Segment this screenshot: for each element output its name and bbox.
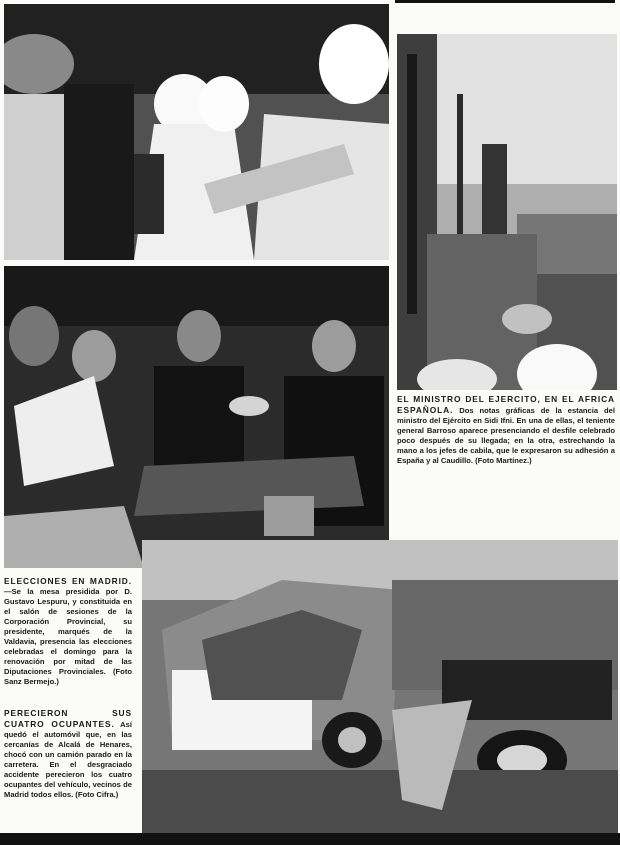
- caption-perecieron-body: Así quedó el automóvil que, en las cercanías de Alcalá de Henares, chocó con un camión parado en la carretera. En el desgraciado accidente perecieron los cuatro ocupantes del vehículo, vecinos de Madrid todos ellos. (Foto Cifra.): [4, 720, 132, 799]
- caption-elecciones-head: ELECCIONES EN MADRID.: [4, 576, 132, 586]
- caption-elecciones-body: —Se la mesa presidida por D. Gustavo Lespuru, y constituida en el salón de sesiones de la Corporación Provincial, su presidente, marqués de la Valdavia, presencia las elecciones celebradas el domingo para la renovación por mitad de las Diputaciones Provinciales. (Foto Sanz Bermejo.): [4, 587, 132, 686]
- photo-middle-left: [4, 266, 389, 568]
- bottom-border-bar: [0, 833, 620, 845]
- caption-elecciones: [4, 576, 132, 687]
- caption-ministro: [397, 394, 615, 466]
- top-border-line: [395, 0, 615, 3]
- caption-ministro-head: EL MINISTRO DEL EJERCITO, EN EL AFRICA ESPAÑOLA.: [397, 394, 615, 415]
- photo-right: [397, 34, 617, 390]
- caption-perecieron-head: PERECIERON SUS CUATRO OCUPANTES.: [4, 708, 132, 729]
- caption-ministro-body: Dos notas gráficas de la estancia del ministro del Ejército en Sidi Ifni. En una de ellas, el teniente general Barroso aparece presenciando el desfile celebrado poco después de su llegada; en la otra, estrechando la mano a los jefes de cabila, que le expresaron su adhesión a España y al Caudillo. (Foto Martínez.): [397, 406, 615, 465]
- photo-top-left: [4, 4, 389, 260]
- caption-perecieron: [4, 708, 132, 800]
- photo-accident: [142, 540, 618, 835]
